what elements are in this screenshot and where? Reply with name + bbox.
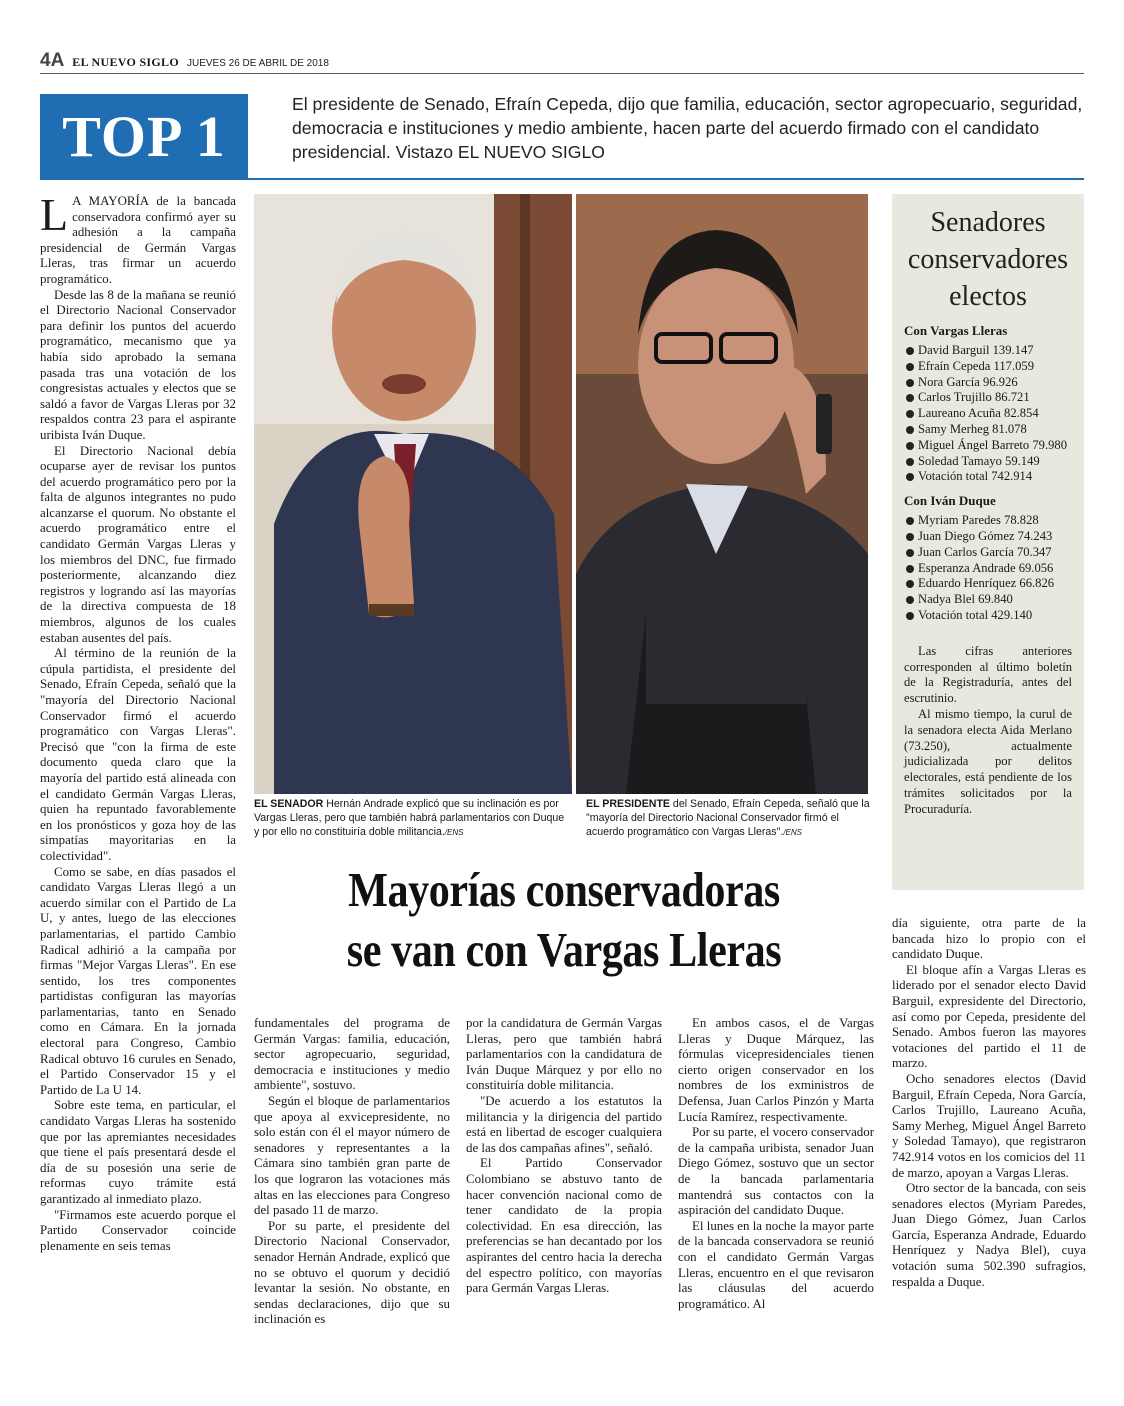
body-column-3 bbox=[466, 1016, 662, 1297]
body-paragraph: Otro sector de la bancada, con seis senadores electos (Myriam Paredes, Juan Diego Gómez, Juan Carlos García, Esperanza Andrade, Eduardo Henríquez y Nadya Blel), cuya votación suma 502.390 sufragios, respalda a Duque. bbox=[892, 1181, 1086, 1289]
photo-caption-cepeda: EL PRESIDENTE del Senado, Efraín Cepeda, señaló que la "mayoría del Directorio Nacional Conservador firmó el acuerdo programático con Vargas Lleras"./ENS bbox=[586, 798, 870, 838]
body-paragraph: Por su parte, el presidente del Directorio Nacional Conservador, senador Hernán Andrade, explicó que no se obtuvo el quorum y decidió levantar la sesión. No obstante, en sendas declaraciones, dijo que su inclinación es bbox=[254, 1218, 450, 1327]
senator-list-duque bbox=[904, 513, 1072, 624]
list-item: Nora García 96.926 bbox=[904, 375, 1072, 391]
lead-column bbox=[40, 189, 236, 1254]
issue-date: JUEVES 26 DE ABRIL DE 2018 bbox=[186, 58, 329, 69]
body-paragraph: Por su parte, el vocero conservador de la campaña uribista, senador Juan Diego Gómez, sostuvo que un sector de la bancada parlamentaria mantendrá sus contactos con la aspiración del candidato Duque. bbox=[678, 1125, 874, 1218]
photo-hernan-andrade bbox=[254, 194, 572, 794]
list-item: David Barguil 139.147 bbox=[904, 343, 1072, 359]
list-item: Juan Diego Gómez 74.243 bbox=[904, 529, 1072, 545]
body-paragraph: Ocho senadores electos (David Barguil, Efraín Cepeda, Nora García, Carlos Trujillo, Laureano Acuña, Samy Merheg, Miguel Ángel Barreto y Soledad Tamayo), que registraron 742.914 votos en los comicios del 11 de marzo, apoyan a Vargas Lleras. bbox=[892, 1071, 1086, 1180]
main-headline: Mayorías conservadoras se van con Vargas Lleras bbox=[346, 862, 782, 977]
list-item: Votación total 429.140 bbox=[904, 608, 1072, 624]
section-tag: TOP 1 bbox=[40, 94, 248, 178]
body-paragraph: En ambos casos, el de Vargas Lleras y Duque Márquez, las fórmulas vicepresidenciales tienen cierto origen conservador en los nombres de los exministros de Defensa, Juan Carlos Pinzón y Marta Lucía Ramírez, respectivamente. bbox=[678, 1016, 874, 1124]
group-heading-duque: Con Iván Duque bbox=[904, 493, 996, 509]
list-item: Votación total 742.914 bbox=[904, 469, 1072, 485]
list-item: Esperanza Andrade 69.056 bbox=[904, 561, 1072, 577]
senator-photo-illustration bbox=[254, 194, 572, 794]
masthead bbox=[40, 50, 1084, 74]
body-paragraph: Según el bloque de parlamentarios que apoya al exvicepresidente, no solo están con él el mayor número de senadores y representantes a la Cámara sino también gran parte de los que lograron las votaciones más altas en las elecciones para Congreso del pasado 11 de marzo. bbox=[254, 1093, 450, 1218]
body-paragraph: fundamentales del programa de Germán Vargas: familia, educación, sector agropecuario, seguridad, democracia e instituciones y medio ambiente", sostuvo. bbox=[254, 1016, 450, 1093]
body-column-5 bbox=[892, 916, 1086, 1290]
list-item: Juan Carlos García 70.347 bbox=[904, 545, 1072, 561]
body-paragraph: Desde las 8 de la mañana se reunió el Directorio Nacional Conservador para definir los puntos del acuerdo programático, mecanismo que ya había sido aprobado la semana pasada tras una votación de los congresistas actuales y electos que se saldó a favor de Vargas Lleras por 32 respaldos contra 23 para el aspirante uribista Iván Duque. bbox=[40, 287, 236, 442]
body-paragraph: día siguiente, otra parte de la bancada hizo lo propio con el candidato Duque. bbox=[892, 916, 1086, 962]
list-item: Myriam Paredes 78.828 bbox=[904, 513, 1072, 529]
sidebar-title: Senadores conservadores electos bbox=[907, 207, 1069, 312]
section-rule bbox=[40, 178, 1084, 180]
body-paragraph: El bloque afín a Vargas Lleras es liderado por el senador electo David Barguil, expresidente del Directorio, así como por Cepeda, presidente del Senado. Ambos fueron las mayores votaciones del partido el 11 de marzo. bbox=[892, 962, 1086, 1071]
senator-list-vargas bbox=[904, 343, 1072, 485]
body-paragraph: "De acuerdo a los estatutos la militancia y la dirigencia del partido está en libertad de escoger cualquiera de las dos campañas afines", señaló. bbox=[466, 1093, 662, 1155]
list-item: Laureano Acuña 82.854 bbox=[904, 406, 1072, 422]
body-paragraph: El Partido Conservador Colombiano se abstuvo tanto de hacer convención nacional como de tener candidato de la propia colectividad. En esa dirección, las preferencias se han decantado por los aspirantes del centro hacia la derecha del espectro político, con mayorías para Germán Vargas Lleras. bbox=[466, 1156, 662, 1296]
body-paragraph: por la candidatura de Germán Vargas Lleras, pero que también habrá parlamentarios con la candidatura de Iván Duque Márquez y por ello no constituiría doble militancia. bbox=[466, 1016, 662, 1093]
list-item: Samy Merheg 81.078 bbox=[904, 422, 1072, 438]
body-column-4 bbox=[678, 1016, 874, 1312]
body-paragraph: Como se sabe, en días pasados el candidato Vargas Lleras llegó a un acuerdo similar con el Partido de La U, y antes, luego de las elecciones parlamentarias, el partido Cambio Radical adhirió a la campaña por firmas "Mejor Vargas Lleras". En ese sentido, los tres componentes partidistas configuran las mayorías parlamentarias, tanto en Senado como en Cámara. En la jornada electoral para Congreso, Cambio Radical obtuvo 16 curules en Senado, el Partido Conservador 15 y el Partido de La U 14. bbox=[40, 864, 236, 1097]
body-paragraph: "Firmamos este acuerdo porque el Partido Conservador coincide plenamente en seis temas bbox=[40, 1207, 236, 1253]
body-paragraph: El Directorio Nacional debía ocuparse ayer de revisar los puntos del acuerdo programático pero por la falta de algunos integrantes no pudo alcanzarse el quorum. No obstante el acuerdo programático entre el candidato Germán Vargas Lleras y los miembros del DNC, fue firmado posteriormente, alcanzando diez registros y logrando así las mayorías de la directiva compuesta de 18 miembros, algunos de los cuales estaban ausentes del país. bbox=[40, 443, 236, 645]
group-heading-vargas: Con Vargas Lleras bbox=[904, 323, 1008, 338]
drop-cap: L bbox=[40, 189, 69, 240]
sidebar-senators bbox=[892, 194, 1084, 890]
list-item: Soledad Tamayo 59.149 bbox=[904, 454, 1072, 470]
list-item: Miguel Ángel Barreto 79.980 bbox=[904, 438, 1072, 454]
list-item: Efraín Cepeda 117.059 bbox=[904, 359, 1072, 375]
body-paragraph: El lunes en la noche la mayor parte de la bancada conservadora se reunió con el candidato Germán Vargas Lleras, encuentro en el que revisaron las cláusulas del acuerdo programático. Al bbox=[678, 1218, 874, 1311]
page-number: 4A bbox=[40, 50, 65, 71]
sidebar-note: Las cifras anteriores corresponden al último boletín de la Registraduría, antes del escrutinio. Al mismo tiempo, la curul de la senadora electa Aida Merlano (73.250), actualmente judicializada por delitos electorales, está pendiente de los trámites solicitados por la Procuraduría. bbox=[904, 643, 1072, 816]
list-item: Nadya Blel 69.840 bbox=[904, 592, 1072, 608]
body-column-2 bbox=[254, 1016, 450, 1328]
list-item: Eduardo Henríquez 66.826 bbox=[904, 576, 1072, 592]
president-photo-illustration bbox=[576, 194, 868, 794]
newspaper-name: EL NUEVO SIGLO bbox=[72, 55, 179, 69]
body-paragraph: Al término de la reunión de la cúpula partidista, el presidente del Senado, Efraín Cepeda, señaló que la "mayoría del Directorio Nacional Conservador firmó el acuerdo programático con Vargas Lleras". Precisó que "con la firma de este documento queda claro que la mayoría del partido está alineada con el candidato Germán Vargas Lleras, quien ha repuntado favorablemente en los pronósticos y goza hoy de las simpatías mayoritarias en la colectividad". bbox=[40, 646, 236, 863]
body-paragraph: Sobre este tema, en particular, el candidato Vargas Lleras ha sostenido que por las apremiantes necesidades que tiene el país presentará desde el día de su posesión una serie de reformas cuyo trámite está garantizado al inmediato plazo. bbox=[40, 1098, 236, 1206]
lead-paragraph: L A MAYORÍA de la bancada conservadora confirmó ayer su adhesión a la campaña presidencial de Germán Vargas Lleras, tras firmar un acuerdo programático. bbox=[40, 189, 236, 286]
list-item: Carlos Trujillo 86.721 bbox=[904, 390, 1072, 406]
photo-efrain-cepeda bbox=[576, 194, 868, 794]
photo-caption-andrade: EL SENADOR Hernán Andrade explicó que su inclinación es por Vargas Lleras, pero que también habrá parlamentarios con Duque y por ello no constituiría doble militancia./ENS bbox=[254, 798, 565, 838]
deck-summary: El presidente de Senado, Efraín Cepeda, dijo que familia, educación, sector agropecuario, seguridad, democracia e instituciones y medio ambiente, hacen parte del acuerdo firmado con el candidato presidencial. Vistazo EL NUEVO SIGLO bbox=[292, 94, 1083, 162]
